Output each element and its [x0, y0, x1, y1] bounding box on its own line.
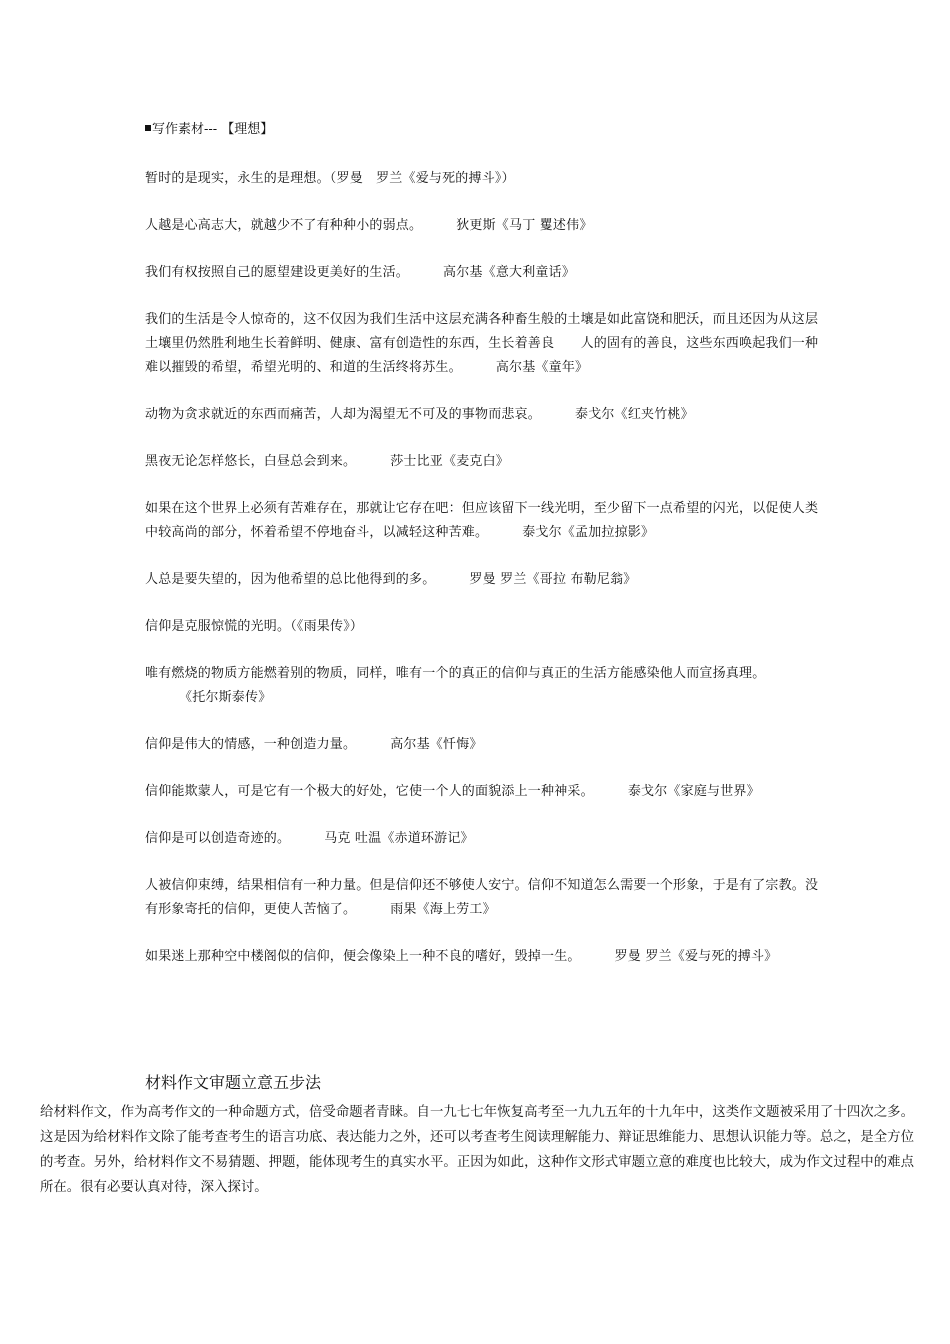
quote-text: 如果迷上那种空中楼阁似的信仰，便会像染上一种不良的嗜好，毁掉一生。 — [145, 949, 581, 964]
quote-text: 信仰能欺蒙人，可是它有一个极大的好处，它使一个人的面貌添上一种神采。 — [145, 784, 594, 799]
quote-item — [145, 308, 825, 380]
quote-text: 信仰是可以创造奇迹的。 — [145, 831, 291, 846]
quote-source: 《托尔斯泰传》 — [179, 690, 272, 705]
quote-item — [145, 827, 825, 851]
quote-item — [145, 945, 825, 969]
quote-item — [145, 615, 825, 639]
quote-source: 高尔基《忏悔》 — [390, 737, 483, 752]
essay-title: 材料作文审题立意五步法 — [145, 1073, 322, 1092]
quote-item — [145, 497, 825, 545]
quote-source: 罗曼 罗兰《爱与死的搏斗》 — [614, 949, 778, 964]
section-heading — [145, 121, 273, 139]
essay-body: 给材料作文，作为高考作文的一种命题方式，倍受命题者青睐。自一九七七年恢复高考至一九九五年的十九年中，这类作文题被采用了十四次之多。这是因为给材料作文除了能考查考生的语言功底、表达能力之外，还可以考查考生阅读理解能力、辩证思维能力、思想认识能力等。总之，是全方位的考查。另外，给材料作文不易猜题、押题，能体现考生的真实水平。正因为如此，这种作文形式审题立意的难度也比较大，成为作文过程中的难点所在。很有必要认真对待，深入探讨。 — [40, 1105, 914, 1195]
quote-source: 高尔基《童年》 — [495, 360, 589, 375]
quote-item — [145, 662, 825, 710]
quote-source: 高尔基《意大利童话》 — [443, 265, 576, 280]
quote-text: 信仰是克服惊慌的光明。（《雨果传》） — [145, 619, 364, 634]
quote-text: 人越是心高志大，就越少不了有种种小的弱点。 — [145, 218, 423, 233]
quote-item — [145, 214, 825, 238]
quote-source: 罗曼 罗兰《哥拉 布勒尼翁》 — [469, 572, 637, 587]
quote-text: 如果在这个世界上必须有苦难存在，那就让它存在吧：但应该留下一线光明，至少留下一点希望的闪光，以促使人类中较高尚的部分，怀着希望不停地奋斗，以减轻这种苦难。 — [145, 501, 819, 540]
quote-item — [145, 450, 825, 474]
quote-text: 我们的生活是令人惊奇的，这不仅因为我们生活中这层充满各种畜生般的土壤是如此富饶和肥沃，而且还因为从这层土壤里仍然胜利地生长着鲜明、健康、富有创造性的东西，生长着善良 人的固有的善良，这些东西唤起我们一种难以摧毁的希望，希望光明的、和道的生活终将苏生。 — [145, 312, 819, 375]
quote-item — [145, 733, 825, 757]
quote-text: 信仰是伟大的情感，一种创造力量。 — [145, 737, 357, 752]
quote-source: 泰戈尔《红夹竹桃》 — [575, 407, 694, 422]
quote-text: 我们有权按照自己的愿望建设更美好的生活。 — [145, 265, 410, 280]
quote-source: 莎士比亚《麦克白》 — [390, 454, 510, 469]
quote-item — [145, 403, 825, 427]
quote-source: 泰戈尔《孟加拉掠影》 — [522, 525, 655, 540]
quote-item — [145, 780, 825, 804]
quote-source: 狄更斯《马丁 矍述伟》 — [456, 218, 593, 233]
section-heading-text: 写作素材--- 【理想】 — [152, 122, 274, 137]
quote-text: 黑夜无论怎样悠长，白昼总会到来。 — [145, 454, 357, 469]
quote-source: 马克 吐温《赤道环游记》 — [324, 831, 474, 846]
quote-item — [145, 874, 825, 922]
quote-text: 人被信仰束缚，结果相信有一种力量。但是信仰还不够使人安宁。信仰不知道怎么需要一个形象，于是有了宗教。没有形象寄托的信仰，更使人苦恼了。 — [145, 878, 819, 917]
quote-item — [145, 568, 825, 592]
square-bullet-icon — [145, 125, 151, 131]
quote-source: 泰戈尔《家庭与世界》 — [627, 784, 760, 799]
quote-list — [145, 167, 825, 992]
quote-source: 雨果《海上劳工》 — [390, 902, 496, 917]
quote-text: 人总是要失望的，因为他希望的总比他得到的多。 — [145, 572, 436, 587]
quote-text: 动物为贪求就近的东西而痛苦，人却为渴望无不可及的事物而悲哀。 — [145, 407, 542, 422]
quote-text: 唯有燃烧的物质方能燃着别的物质，同样，唯有一个的真正的信仰与真正的生活方能感染他人而宣扬真理。 — [145, 666, 766, 681]
quote-item — [145, 261, 825, 285]
quote-text: 暂时的是现实，永生的是理想。（罗曼 罗兰《爱与死的搏斗》） — [145, 171, 515, 186]
quote-item — [145, 167, 825, 191]
